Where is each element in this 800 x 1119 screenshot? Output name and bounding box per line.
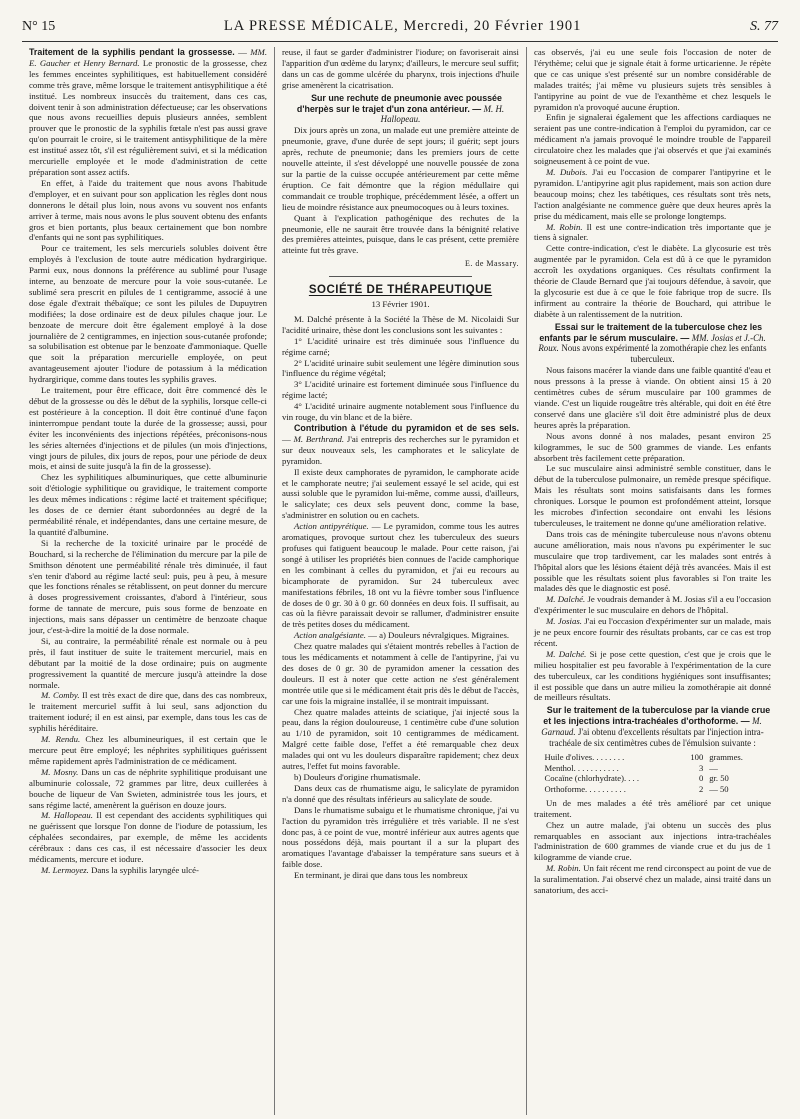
article-heading: Contribution à l'étude du pyramidon et de ses sels. [294, 423, 519, 433]
discussion-entry [534, 616, 771, 649]
formula-row [543, 752, 761, 763]
paragraph: Chez quatre malades qui s'étaient montrés rebelles à l'action de tous les médicaments et notamment à celle de l'antipyrine, j'ai vu des doses de 0 gr. 30 de pyramidon amener la cessation des douleurs. Il est à noter que cette action ne s'est généralement montrée utile que si le médicament était pris dès le début de l'accès, car une fois la migraine installée, il se montrait impuissant. [282, 641, 520, 706]
paragraph: Dix jours après un zona, un malade eut une première atteinte de pneumonie, grave, d'une durée de sept jours; il guérit; sept jours après, rechute de pneumonie; dans les premiers jours de cette nouvelle atteinte, il s'est développé une nouvelle poussée de zona sur la partie de la cuisse occupée antérieurement par cette même éruption. Ce fait démontre que la région médullaire qui commandait ce trouble trophique, précédemment lésée, a offert un lieu de moindre résistance aux pneumocoques ou à leurs toxines. [282, 125, 519, 212]
unit: grammes. [709, 752, 743, 762]
article-heading: Sur le traitement de la tuberculose par la viande crue et les injections intra-trachéales d'orthoforme. [543, 705, 771, 727]
speaker: M. Mosny. [41, 766, 79, 777]
speech: Un fait récent me rend circonspect au point de vue de la suralimentation. J'ai observé chez un malade, ainsi traité dans un sanatorium, des acci- [534, 863, 772, 896]
article-heading: Essai sur le traitement de la tuberculose chez les enfants par le sérum musculaire. [539, 321, 763, 343]
speaker: M. Dalché. [546, 648, 587, 659]
paragraph: cas observés, j'ai eu une seule fois l'occasion de noter de l'érythème; celui que je signale était à forme urticarienne. Je répète que ce cas unique s'est présenté sur un nombre considérable de malades traités; j'ai même vu plusieurs sujets très sensibles à l'antipyrine au point de vue de l'exanthème et chez lesquels le pyramidon n'a provoqué aucune éruption. [534, 47, 771, 112]
paragraph: Enfin je signalerai également que les affections cardiaques ne seraient pas une contre-indication à l'emploi du pyramidon, car ce médicament n'a jamais provoqué le moindre trouble de l'appareil circulatoire chez les malades que j'ai observés et que j'ai examinés soigneusement à ce point de vue. [534, 112, 771, 167]
paragraph: Chez un autre malade, j'ai obtenu un succès des plus remarquables en associant aux injections intra-trachéales l'administration de 600 grammes de viande crue et du jus de 1 kilogramme de viande crue. [534, 819, 771, 863]
speech: J'ai eu l'occasion de comparer l'antipyrine et le pyramidon. L'antipyrine agit plus rapidement, mais son action dure beaucoup moins; chez les tabétiques, ces résultats sont très nets, l'action analgésiante ne commence guère que deux heures après la prise du médicament, mais elle se prolonge longtemps. [534, 166, 771, 221]
paragraph: J'ai obtenu d'excellents résultats par l'injection intra-trachéale de six centimètres cubes de l'émulsion suivante : [549, 727, 764, 749]
divider [329, 276, 471, 277]
paragraph: Le pronostic de la grossesse, chez les femmes enceintes syphilitiques, est habituellement considéré comme très grave, même lorsque le traitement antisyphilitique a été institué. Les nombreux insuccès du traitement, dans ces cas, doivent tenir à son administration défectueuse; car les observations que nous avons recueillies depuis plusieurs années, semblent prouver que le pronostic de la syphilis fœtale n'est pas aussi grave qu'on pourrait le croire, si le traitement antisyphilitique de la mère est institué assez tôt, s'il est régulièrement suivi, et si la médication mercurielle employée et le mode d'administration de cette préparation sont assez actifs. [29, 57, 268, 177]
discussion-entry [29, 734, 267, 767]
paragraph [282, 630, 519, 641]
speech: Il est très exact de dire que, dans des cas nombreux, le traitement mercuriel suffit à lui seul, sans adjonction du traitement ioduré; il en est ainsi, par exemple, dans tous les cas de syphilis héréditaire. [29, 690, 267, 734]
paragraph: Cette contre-indication, c'est le diabète. La glycosurie est très augmentée par le pyramidon. Cela est dû à ce que le pyramidon accroît les oxydations organiques. Ces résultats confirment la théorie de Claude Bernard que j'ai toujours défendue, à savoir, que la glycosurie est due à ce que le foie fabrique trop de sucre. Ils infirment au contraire la théorie de Bouchard, qui attribue le diabète à un ralentissement de la nutrition. [534, 243, 771, 319]
quantity: 0 [698, 773, 704, 784]
paragraph: Quant à l'explication pathogénique des rechutes de la pneumonie, elle ne saurait être trouvée dans la bénignité relative des premières atteintes, puisque, dans le cas présent, cette première atteinte fut très grave. [282, 212, 519, 256]
speech: J'ai eu l'occasion d'expérimenter sur un malade, mais je ne peux encore fournir des résultats probants, car ce cas est trop récent. [534, 616, 772, 648]
columns [22, 47, 778, 1115]
paragraph [282, 521, 519, 630]
article-authors: M. H. Hallopeau. [380, 103, 505, 125]
subheading: Action antipyrétique. [294, 521, 369, 532]
column-1 [22, 47, 274, 1115]
speaker: M. Dalché. [546, 594, 586, 605]
list-item: 2° L'acidité urinaire subit seulement une légère diminution sous l'influence du régime végétal; [282, 357, 519, 379]
discussion-entry [29, 690, 267, 734]
article-syphilis: Traitement de la syphilis pendant la grossesse. — MM. E. Gaucher et Henry Bernard. Le pronostic de la grossesse, chez les femmes enceintes syphilitiques, est habituellement considéré comme très grave, même lorsque le traitement antisyphilitique a été institué. Les nombreux insuccès du traitement, dans ces cas, doivent tenir à son administration défectueuse; car les observations que nous avons recueillies depuis plusieurs années, semblent prouver que le pronostic de la syphilis fœtale n'est pas aussi grave qu'on pourrait le croire, si le traitement antisyphilitique de la mère est institué assez tôt, s'il est régulièrement suivi, et si la médication mercurielle employée et le mode d'administration de cette préparation sont assez actifs. [29, 47, 268, 177]
journal-title: LA PRESSE MÉDICALE, Mercredi, 20 Février 1901 [223, 18, 582, 34]
list-item: 1° L'acidité urinaire est très diminuée sous l'influence du régime carné; [282, 335, 519, 357]
paragraph: Nous avons expérimenté la zomothérapie chez les enfants tuberculeux. [561, 343, 767, 365]
unit: gr. 50 [709, 773, 729, 784]
paragraph: Le suc musculaire ainsi administré semble constituer, dans le début de la tuberculose pulmonaire, un remède presque spécifique. Mais les résultats sont moins satisfaisants dans les formes chroniques. Lorsque le poumon est profondément atteint, lorsque les microbes d'infection secondaire ont envahi les lésions tuberculeuses, le traitement ne donne qu'une amélioration relative. [534, 463, 771, 528]
speaker: M. Josias. [546, 616, 582, 627]
formula-table [543, 752, 761, 795]
subheading: Action analgésiante. [294, 630, 366, 641]
article-tuberculose-viande: Sur le traitement de la tuberculose par la viande crue et les injections intra-trachéales d'orthoforme. — M. Garnaud. J'ai obtenu d'excellents résultats par l'injection intra-trachéale de six centimètres cubes de l'émulsion suivante : [541, 705, 771, 749]
discussion-entry [29, 767, 267, 811]
paragraph: M. Dalché présente à la Société la Thèse de M. Nicolaidi Sur l'acidité urinaire, thèse dont les conclusions sont les suivantes : [282, 313, 519, 335]
paragraph: En terminant, je dirai que dans tous les nombreux [294, 870, 468, 881]
paragraph: Chez les syphilitiques albuminuriques, que cette albuminurie soit d'étiologie syphilitique ou gravidique, le traitement comporte les deux mêmes indications : régime lacté et traitement spécifique; les doses de ce dernier étant subordonnées au degré de la perméabilité rénale, et indépendantes, dans une certaine mesure, de la quantité d'albumine. [29, 472, 267, 537]
paragraph: Si, au contraire, la perméabilité rénale est normale ou à peu près, il faut instituer de suite le traitement mercuriel, mais en débutant par la moitié de la dose ordinaire; puis on augmente progressivement la quantité de mercure jusqu'à atteindre la dose normale. [29, 635, 267, 690]
list-item: 3° L'acidité urinaire est fortement diminuée sous l'influence du régime lacté; [282, 379, 519, 401]
formula-row [543, 773, 761, 784]
paragraph: En effet, à l'aide du traitement que nous avons l'habitude d'employer, et en suivant pour son application les règles dont nous donnerons le détail plus loin, nous avons vu souvent nos enfants arriver à terme, mais nous avons le plus souvent obtenu des enfants gros et bien portants, plus beaux certainement que bon nombre d'enfants qui ne sont pas syphilitiques. [29, 177, 267, 243]
speech: Il est cependant des accidents syphilitiques qui ne guérissent que lorsque l'on donne de l'iodure de potassium, les céphalées secondaires, par exemple, de même les accidents cérébraux : dans ces cas, il est nécessaire d'associer les deux médicaments, mercure et iodure. [29, 810, 267, 865]
article-heading: Traitement de la syphilis pendant la grossesse. [29, 47, 235, 57]
speech: Il est une contre-indication très importante que je tiens à signaler. [534, 221, 772, 243]
quantity: 2 [698, 784, 704, 795]
paragraph: Pour ce traitement, les sels mercuriels solubles doivent être employés à l'exclusion de toute autre médication hydrargirique. Parmi eux, nous donnons la préférence au sublimé pour l'usage interne, au benzoate de mercure pour la voie sous-cutanée. Le sublimé sera prescrit en pilules de 1 centigramme, associé à une dose égale d'extrait thébaïque; ce sont les pilules de Dupuytren modifiées; la dose ordinaire est de deux pilules chaque jour. Le benzoate de mercure doit être également employé à la dose journalière de 2 centigrammes, en injection sous-cutanée profonde; sa solubilisation est obtenue par le benzoate d'ammoniaque. Quelle que soit la préparation mercurielle employée, on peut avantageusement ajouter l'iodure de potassium à la médication hydrargirique, comme dans toutes les syphilis graves. [29, 243, 267, 385]
unit: — 50 [709, 784, 729, 795]
discussion-entry [534, 594, 771, 616]
paragraph: J'ai entrepris des recherches sur le pyramidon et sur deux nouveaux sels, les camphorates et le salicylate de pyramidon. [282, 433, 520, 466]
column-3 [526, 47, 778, 1115]
formula-row [543, 763, 761, 774]
article-authors: MM. E. Gaucher et Henry Bernard. [29, 47, 268, 68]
speaker: M. Robin. [546, 863, 581, 874]
ingredient: Menthol. . . . . . . . . . . [544, 762, 619, 773]
speaker: M. Robin. [546, 221, 583, 232]
ingredient: Orthoforme. . . . . . . . . . [544, 784, 626, 795]
speech: Dans la syphilis laryngée ulcé- [91, 864, 199, 875]
quantity: 100 [690, 752, 704, 762]
ingredient: Huile d'olives. . . . . . . . [544, 752, 625, 762]
article-pneumonie: Sur une rechute de pneumonie avec poussée d'herpès sur le trajet d'un zona antérieur. — M. H. Hallopeau. [296, 92, 505, 125]
speech: Si je pose cette question, c'est que je crois que le milieu hospitalier est peu favorable à l'expérimentation de la cure des tuberculeux, car les conditions hygiéniques sont insuffisantes; il est possible que dans un autre milieu la zomothérapie ait donné de meilleurs résultats. [534, 648, 772, 703]
issue-number: N° 15 [22, 19, 56, 34]
paragraph: Dans trois cas de méningite tuberculeuse nous n'avons obtenu aucune amélioration, mais nous n'avons pu expérimenter le suc musculaire que trop tardivement, car les malades sont entrés à l'hôpital alors que les lésions étaient déjà très avancées. Mais il est possible que les résultats soient plus favorables si l'on traite les malades dès que le diagnostic est posé. [534, 528, 771, 594]
quantity: 3 [698, 762, 704, 773]
article-authors: MM. Josias et J.-Ch. Roux. [538, 332, 766, 354]
speech: Je voudrais demander à M. Josias s'il a eu l'occasion d'expérimenter le suc musculaire en dehors de l'hôpital. [534, 594, 772, 616]
signature: E. de Massary. [464, 259, 519, 269]
section-date: 13 Février 1901. [371, 299, 430, 310]
article-tuberculose-enfants: Essai sur le traitement de la tuberculose chez les enfants par le sérum musculaire. — MM. Josias et J.-Ch. Roux. Nous avons expérimenté la zomothérapie chez les enfants tuberculeux. [538, 321, 767, 365]
paragraph: Chez quatre malades atteints de sciatique, j'ai injecté sous la peau, dans la région douloureuse, 1 centimètre cube d'une solution au 1/10 de pyramidon, soit 10 centigrammes de médicament. Malgré cette faible dose, l'effet a été remarquable chez deux malades qui ont vu les douleurs disparaître rapidement; chez deux autres, l'effet fut moins favorable. [282, 706, 519, 772]
paragraph: Si la recherche de la toxicité urinaire par le procédé de Bouchard, si la recherche de l'élimination du mercure par la pile de Smithson dénotent une perméabilité rénale très diminuée, il faut s'en tenir d'abord au régime lacté seul: puis, peu à peu, à mesure que les fonctions rénales se rétablissent, on peut donner du mercure à doses progressivement croissantes, d'abord à l'intérieur, sous forme de tannate de mercure, puis sous forme de benzoate en injections, mais sans dépasser un centimètre de benzoate chaque jour, c'est-à-dire la moitié de la dose normale. [29, 537, 267, 636]
speaker: M. Rendu. [41, 734, 81, 745]
page-number: S. 77 [750, 19, 778, 34]
article-pyramidon: Contribution à l'étude du pyramidon et de ses sels. — M. Berthrand. J'ai entrepris des recherches sur le pyramidon et sur deux nouveaux sels, les camphorates et le salicylate de pyramidon. [282, 423, 520, 466]
discussion-entry [534, 222, 771, 244]
list-item: 4° L'acidité urinaire augmente notablement sous l'influence du vin rouge, du vin blanc et de la bière. [282, 401, 519, 423]
article-authors: M. Berthrand. [293, 433, 345, 444]
discussion-entry [534, 863, 771, 896]
section-title: SOCIÉTÉ DE THÉRAPEUTIQUE [308, 284, 493, 297]
speaker: M. Dubois. [546, 166, 588, 177]
paragraph: Nous avons donné à nos malades, pesant environ 25 kilogrammes, le suc de 500 grammes de viande. Les enfants absorbent très facilement cette préparation. [534, 430, 771, 463]
page-header [22, 18, 778, 42]
speaker: M. Hallopeau. [41, 810, 93, 821]
discussion-entry [29, 865, 267, 876]
column-2 [274, 47, 526, 1115]
discussion-entry [534, 649, 771, 704]
paragraph: Dans deux cas de rhumatisme aigu, le salicylate de pyramidon n'a donné que des résultats inférieurs au salicylate de soude. [282, 782, 519, 804]
speech: Dans un cas de néphrite syphilitique produisant une albuminurie colossale, 72 grammes par litre, deux cuillerées à bouche de liqueur de Van Swieten, administrée tous les jours, et sans régime lacté, amenèrent la guérison en douze jours. [29, 766, 268, 810]
paragraph: b) Douleurs d'origine rhumatismale. [294, 772, 421, 782]
paragraph: Le traitement, pour être efficace, doit être commencé dès le début de la grossesse ou dès le début de la syphilis, lorsque celle-ci est postérieure à la conception. Il doit être continué d'une façon ininterrompue pendant toute la durée de la grossesse; aussi, pour éviter les inconvénients des injections répétées, préconisons-nous les séries alternées d'injections et de pilules (un mois d'injections, vingt jours de pilules, dix jours de repos, pour une période de deux mois, et ainsi de suite jusqu'à la fin de la grossesse). [29, 385, 267, 472]
discussion-entry [29, 810, 267, 865]
paragraph-text: — a) Douleurs névralgiques. Migraines. [368, 630, 510, 641]
unit: — [709, 762, 718, 773]
speaker: M. Comby. [41, 690, 80, 701]
paragraph: Un de mes malades a été très amélioré par cet unique traitement. [534, 797, 771, 819]
paragraph: reuse, il faut se garder d'administrer l'iodure; on favoriserait ainsi l'apparition d'un œdème du larynx; d'ailleurs, le mercure seul suffit; dans un cas de gomme ulcérée du pharynx, trois injections d'huile grise amenèrent la cicatrisation. [282, 47, 519, 90]
discussion-entry [534, 167, 771, 222]
ingredient: Cocaïne (chlorhydrate). . . . [544, 773, 639, 784]
speech: Chez les albumineuriques, il est certain que le mercure peut être employé; les néphrites syphilitiques guérissent même rapidement après l'administration de ce médicament. [29, 734, 268, 766]
paragraph-text: — Le pyramidon, comme tous les autres aromatiques, provoque surtout chez les tuberculeux des sueurs profuses qui fatiguent beaucoup le malade. Pour cette raison, j'ai songé à utiliser les propriétés bien connues de l'acide camphorique en les combinant à celles du pyramidon, et j'ai eu recours au bicamphorate de pyramidon. Sur 24 tuberculeux avec manifestations fébriles, 18 ont vu la fièvre tomber sous l'influence de doses de 0 gr. 30 à 0 gr. 60 données en deux fois. Il suffisait, au cas où la fièvre paraissait devoir se rallumer, d'administrer ensuite de très petites doses du médicament. [282, 521, 520, 630]
speaker: M. Lermoyez. [41, 864, 89, 875]
paragraph: Il existe deux camphorates de pyramidon, le camphorate acide et le camphorate neutre; j'ai seulement essayé le sel acide, qui est aussi soluble que le pyramidon lui-même, comme aussi, d'ailleurs, le salicylate; ces deux sels peuvent donc, comme la base, s'administrer en solution ou en cachets. [282, 466, 519, 521]
paragraph: Dans le rhumatisme subaigu et le rhumatisme chronique, j'ai vu l'action du pyramidon très irrégulière et très variable. Il ne s'est donc pas, à ce point de vue, montré inférieur aux autres agents que nous possédons déjà, mais pourtant il a sur la plupart des aromatiques l'avantage d'abaisser la température sans sueurs et à faible dose. [282, 804, 519, 870]
article-heading: Sur une rechute de pneumonie avec poussée d'herpès sur le trajet d'un zona antérieur. [296, 92, 502, 114]
formula-row [543, 784, 761, 795]
paragraph: Nous faisons macérer la viande dans une faible quantité d'eau et nous pressons à la presse à viande. On obtient ainsi 15 à 20 centimètres cubes de sérum musculaire par 100 grammes de viande. C'est un liquide rougeâtre très altérable, qui doit en été être conservé dans une glacière s'il doit être administré plus de deux heures après la préparation. [534, 365, 771, 430]
article-authors: M. Garnaud. [541, 716, 762, 738]
